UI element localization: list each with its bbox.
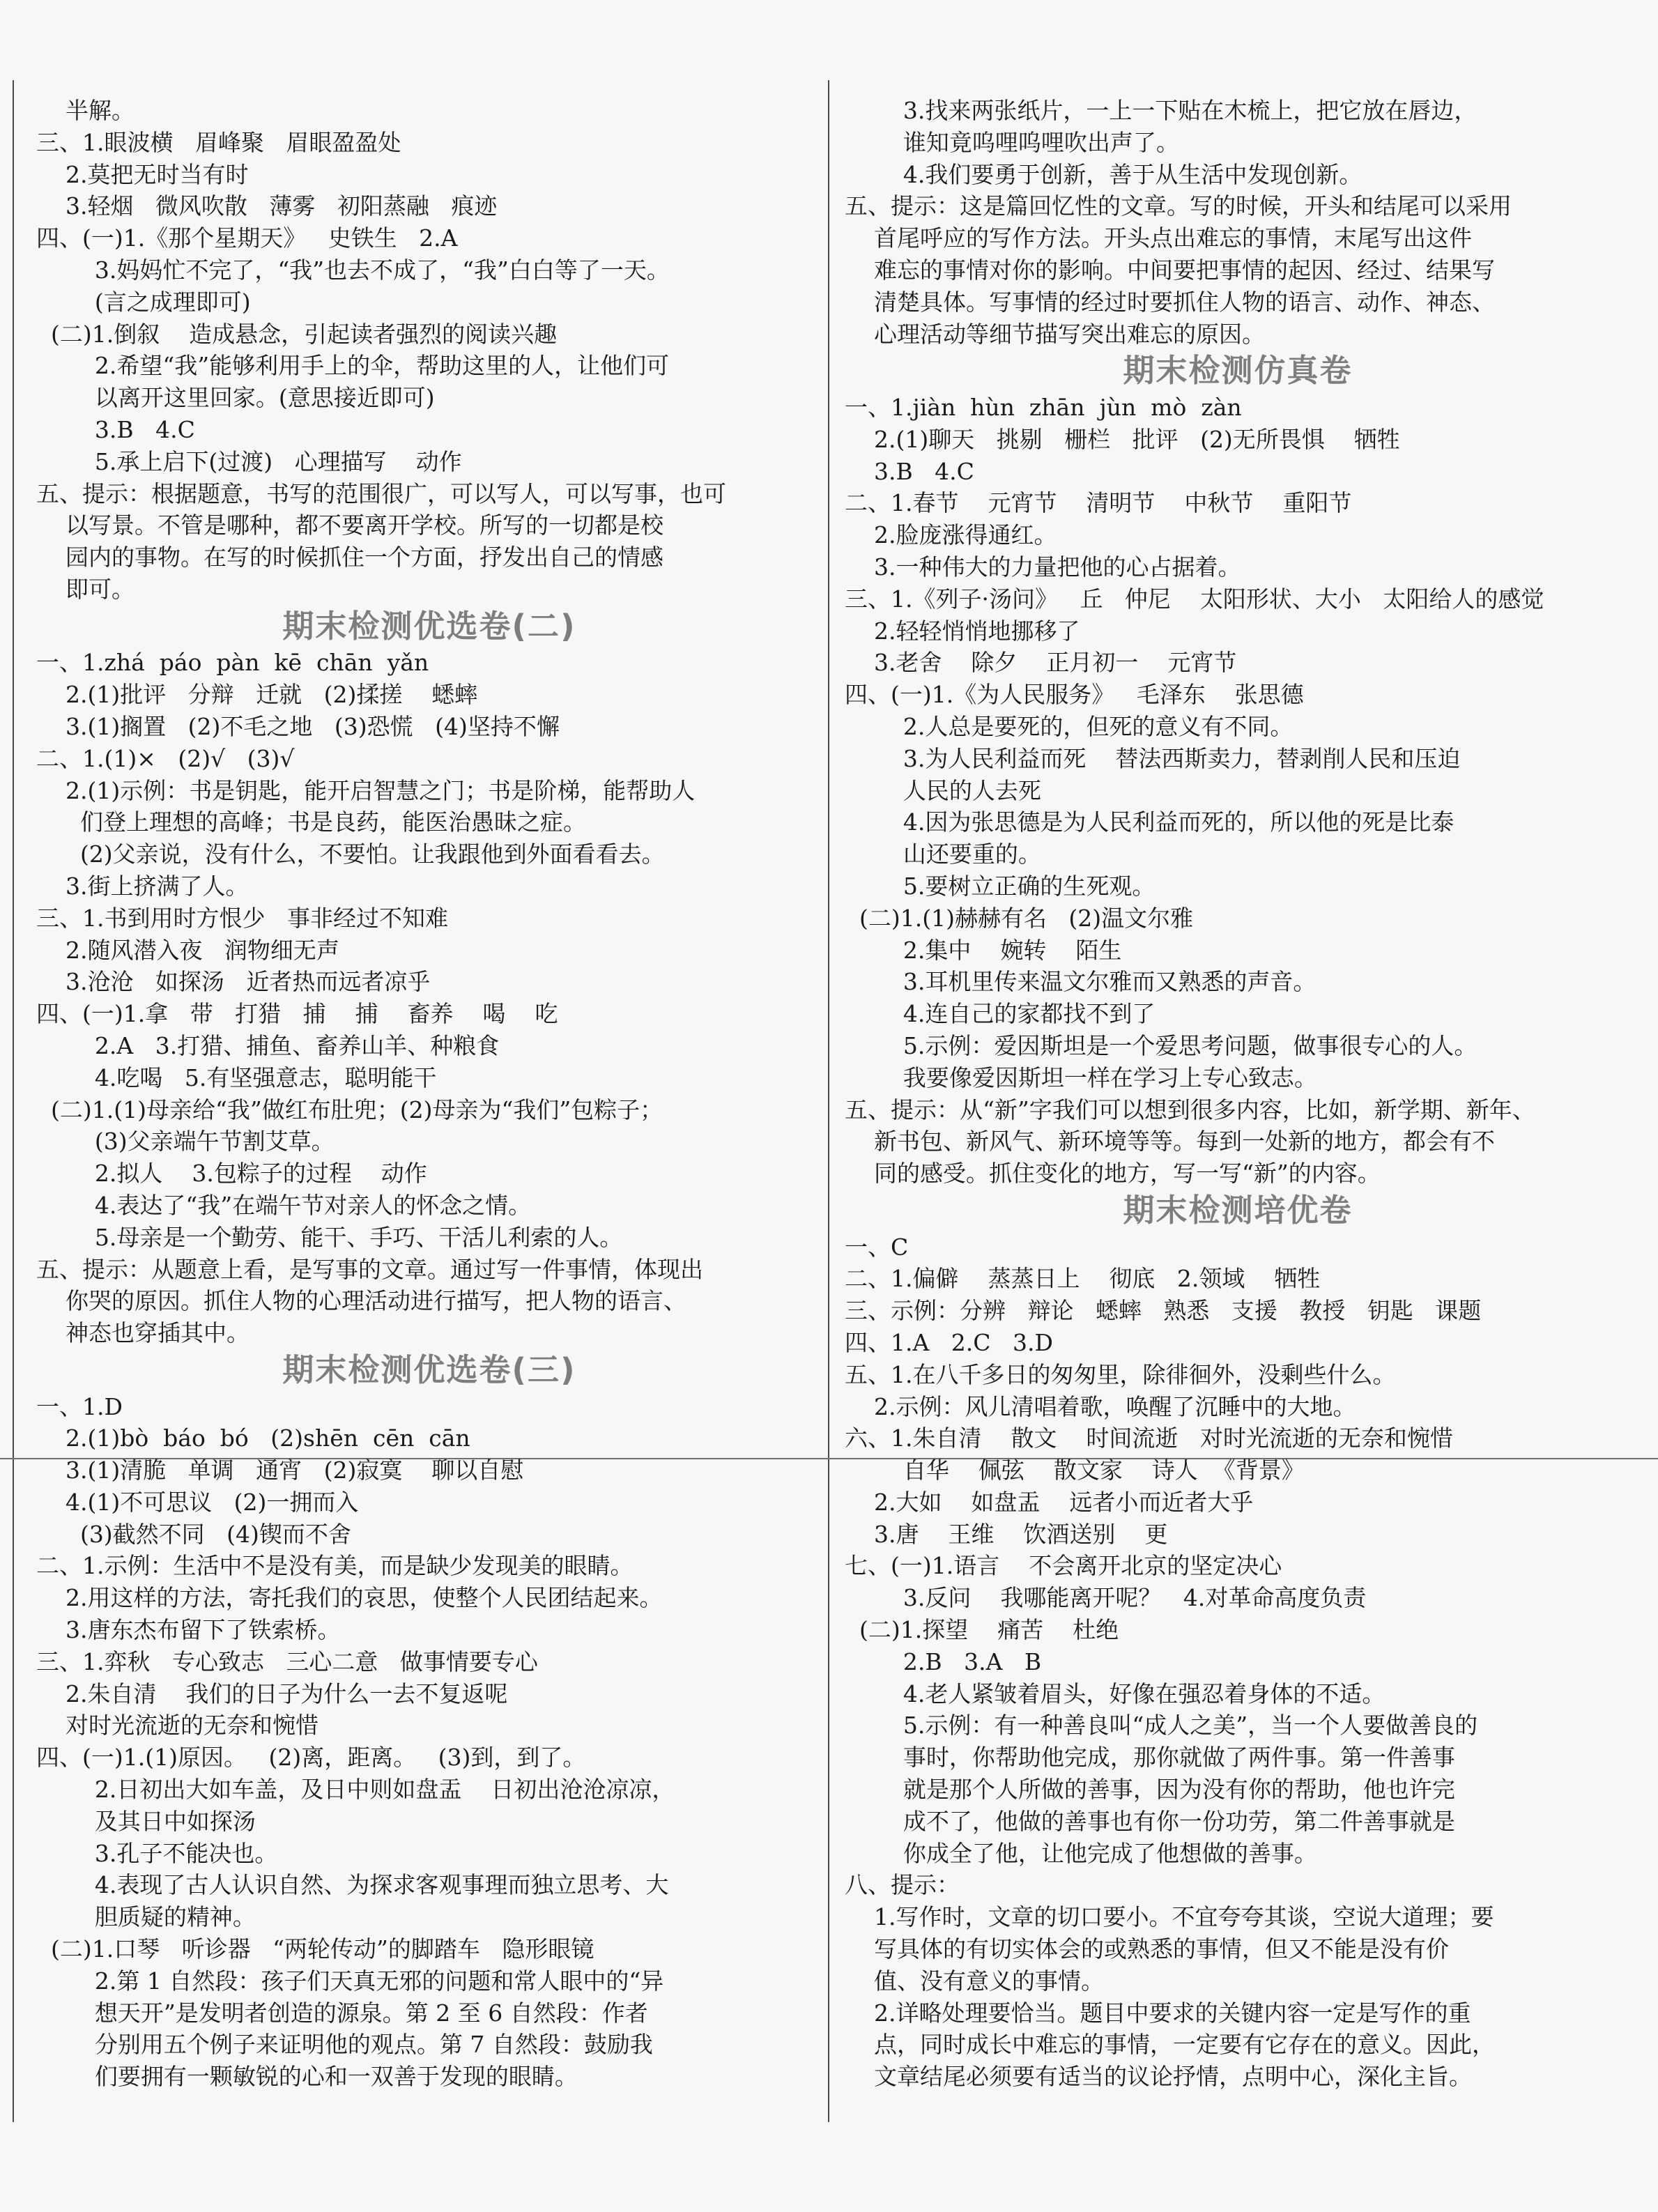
answer-line: 我要像爱因斯坦一样在学习上专心致志。 bbox=[845, 1063, 1317, 1091]
answer-line: 成不了，他做的善事也有你一份功劳，第二件善事就是 bbox=[845, 1807, 1455, 1835]
answer-line: 3.B 4.C bbox=[36, 415, 195, 443]
answer-line: 清楚具体。写事情的经过时要抓住人物的语言、动作、神态、 bbox=[845, 288, 1495, 316]
answer-line: 园内的事物。在写的时候抓住一个方面，抒发出自己的情感 bbox=[36, 544, 663, 571]
answer-line: 文章结尾必须要有适当的议论抒情，点明中心，深化主旨。 bbox=[845, 2063, 1472, 2091]
answer-line: 2.B 3.A B bbox=[845, 1648, 1042, 1675]
answer-line: 4.我们要勇于创新，善于从生活中发现创新。 bbox=[845, 160, 1363, 188]
answer-line: 5.要树立正确的生死观。 bbox=[845, 872, 1156, 900]
answer-line: (二)1.倒叙 造成悬念，引起读者强烈的阅读兴趣 bbox=[36, 320, 558, 348]
answer-line: 2.朱自清 我们的日子为什么一去不复返呢 bbox=[36, 1680, 508, 1707]
left-margin-rule bbox=[13, 80, 14, 2122]
answer-line: 们要拥有一颗敏锐的心和一双善于发现的眼睛。 bbox=[36, 2063, 578, 2091]
answer-line: 2.拟人 3.包粽子的过程 动作 bbox=[36, 1160, 427, 1188]
answer-line: 3.老舍 除夕 正月初一 元宵节 bbox=[845, 649, 1237, 677]
answer-line: 山还要重的。 bbox=[845, 840, 1041, 868]
answer-line: 以离开这里回家。(意思接近即可) bbox=[36, 384, 435, 412]
answer-line: 神态也穿插其中。 bbox=[36, 1319, 250, 1347]
answer-line: 3.(1)搁置 (2)不毛之地 (3)恐慌 (4)坚持不懈 bbox=[36, 712, 560, 740]
answer-line: 2.A 3.打猎、捕鱼、畜养山羊、种粮食 bbox=[36, 1031, 500, 1059]
answer-line: 2.脸庞涨得通红。 bbox=[845, 521, 1057, 549]
answer-line: 4.表现了古人认识自然、为探求客观事理而独立思考、大 bbox=[36, 1871, 669, 1899]
answer-line: 4.因为张思德是为人民利益而死的，所以他的死是比泰 bbox=[845, 808, 1454, 836]
answer-line: 三、1.弈秋 专心致志 三心二意 做事情要专心 bbox=[36, 1648, 538, 1675]
answer-line: 2.(1)聊天 挑剔 栅栏 批评 (2)无所畏惧 牺牲 bbox=[845, 425, 1400, 453]
answer-line: (二)1.(1)赫赫有名 (2)温文尔雅 bbox=[845, 904, 1194, 932]
answer-line: 3.街上挤满了人。 bbox=[36, 872, 249, 900]
answer-line: 4.吃喝 5.有坚强意志，聪明能干 bbox=[36, 1063, 437, 1091]
answer-line: 5.承上启下(过渡) 心理描写 动作 bbox=[36, 447, 462, 475]
answer-line: 3.轻烟 微风吹散 薄雾 初阳蒸融 痕迹 bbox=[36, 192, 498, 220]
answer-line: 五、提示：从“新”字我们可以想到很多内容，比如，新学期、新年、 bbox=[845, 1096, 1535, 1123]
answer-line: 谁知竟呜哩呜哩吹出声了。 bbox=[845, 128, 1179, 156]
answer-line: 你哭的原因。抓住人物的心理活动进行描写，把人物的语言、 bbox=[36, 1287, 686, 1315]
answer-line: 即可。 bbox=[36, 575, 135, 603]
answer-line: 5.母亲是一个勤劳、能干、手巧、干活儿利索的人。 bbox=[36, 1223, 623, 1251]
answer-line: 分别用五个例子来证明他的观点。第 7 自然段：鼓励我 bbox=[36, 2031, 653, 2059]
answer-line: 三、1.眼波横 眉峰聚 眉眼盈盈处 bbox=[36, 128, 401, 156]
answer-line: 2.(1)示例：书是钥匙，能开启智慧之门；书是阶梯，能帮助人 bbox=[36, 776, 696, 804]
answer-line: 一、1.D bbox=[36, 1392, 123, 1420]
answer-line: 2.莫把无时当有时 bbox=[36, 160, 249, 188]
answer-line: 3.B 4.C bbox=[845, 457, 974, 485]
section-heading: 期末检测优选卷(二) bbox=[282, 607, 576, 645]
answer-line: 五、提示：这是篇回忆性的文章。写的时候，开头和结尾可以采用 bbox=[845, 192, 1512, 220]
answer-line: 事时，你帮助他完成，那你就做了两件事。第一件善事 bbox=[845, 1744, 1455, 1772]
answer-line: 以写景。不管是哪种，都不要离开学校。所写的一切都是校 bbox=[36, 512, 663, 539]
answer-line: 2.示例：风儿清唱着歌，唤醒了沉睡中的大地。 bbox=[845, 1392, 1356, 1420]
answer-line: 2.用这样的方法，寄托我们的哀思，使整个人民团结起来。 bbox=[36, 1584, 663, 1612]
answer-line: (言之成理即可) bbox=[36, 288, 251, 316]
left-column bbox=[36, 98, 822, 2091]
answer-line: 2.集中 婉转 陌生 bbox=[845, 936, 1122, 964]
answer-line: 3.孔子不能决也。 bbox=[36, 1839, 278, 1867]
answer-line: 新书包、新风气、新环境等等。每到一处新的地方，都会有不 bbox=[845, 1128, 1495, 1155]
answer-line: 二、1.春节 元宵节 清明节 中秋节 重阳节 bbox=[845, 489, 1352, 517]
answer-line: 2.详略处理要恰当。题目中要求的关键内容一定是写作的重 bbox=[845, 1999, 1471, 2027]
answer-line: 写具体的有切实体会的或熟悉的事情，但又不能是没有价 bbox=[845, 1935, 1449, 1963]
answer-line: 3.唐 王维 饮酒送别 更 bbox=[845, 1520, 1168, 1548]
answer-line: 3.沧沧 如探汤 近者热而远者凉乎 bbox=[36, 968, 431, 996]
answer-line: 4.表达了“我”在端午节对亲人的怀念之情。 bbox=[36, 1191, 532, 1219]
answer-line: 3.找来两张纸片，一上一下贴在木梳上，把它放在唇边， bbox=[845, 97, 1477, 124]
answer-line: 3.耳机里传来温文尔雅而又熟悉的声音。 bbox=[845, 968, 1317, 996]
answer-line: 一、1.jiàn hùn zhān jùn mò zàn bbox=[845, 393, 1242, 421]
answer-line: 四、(一)1.《为人民服务》 毛泽东 张思德 bbox=[845, 681, 1304, 709]
column-divider bbox=[828, 80, 829, 2122]
answer-line: (3)截然不同 (4)锲而不舍 bbox=[36, 1520, 351, 1548]
answer-line: 三、示例：分辨 辩论 蟋蟀 熟悉 支援 教授 钥匙 课题 bbox=[845, 1297, 1482, 1325]
answer-line: 二、1.偏僻 蒸蒸日上 彻底 2.领域 牺牲 bbox=[845, 1265, 1321, 1293]
answer-line: 人民的人去死 bbox=[845, 776, 1041, 804]
answer-line: 难忘的事情对你的影响。中间要把事情的起因、经过、结果写 bbox=[845, 256, 1495, 284]
answer-line: 4.连自己的家都找不到了 bbox=[845, 1000, 1156, 1028]
answer-line: 五、1.在八千多日的匆匆里，除徘徊外，没剩些什么。 bbox=[845, 1360, 1396, 1388]
answer-line: 2.人总是要死的，但死的意义有不同。 bbox=[845, 712, 1294, 740]
answer-line: 对时光流逝的无奈和惋惜 bbox=[36, 1712, 318, 1739]
answer-line: 首尾呼应的写作方法。开头点出难忘的事情，末尾写出这件 bbox=[845, 224, 1472, 252]
answer-line: (二)1.口琴 听诊器 “两轮传动”的脚踏车 隐形眼镜 bbox=[36, 1935, 594, 1963]
section-heading: 期末检测优选卷(三) bbox=[282, 1351, 576, 1388]
answer-line: 及其日中如探汤 bbox=[36, 1807, 256, 1835]
answer-line: 自华 佩弦 散文家 诗人 《背景》 bbox=[845, 1457, 1305, 1484]
answer-line: 四、1.A 2.C 3.D bbox=[845, 1328, 1053, 1356]
answer-line: 3.为人民利益而死 替法西斯卖力，替剥削人民和压迫 bbox=[845, 744, 1461, 772]
right-column bbox=[845, 98, 1631, 2091]
answer-line: 四、(一)1.拿 带 打猎 捕 捕 畜养 喝 吃 bbox=[36, 1000, 558, 1028]
answer-line: 5.示例：有一种善良叫“成人之美”，当一个人要做善良的 bbox=[845, 1712, 1478, 1739]
answer-line: 五、提示：从题意上看，是写事的文章。通过写一件事情，体现出 bbox=[36, 1255, 703, 1283]
answer-line: 五、提示：根据题意，书写的范围很广，可以写人，可以写事，也可 bbox=[36, 479, 726, 507]
answer-line: 5.示例：爱因斯坦是一个爱思考问题，做事很专心的人。 bbox=[845, 1031, 1477, 1059]
answer-line: (2)父亲说，没有什么，不要怕。让我跟他到外面看看去。 bbox=[36, 840, 665, 868]
answer-line: 3.一种伟大的力量把他的心占据着。 bbox=[845, 553, 1241, 581]
answer-line: 一、C bbox=[845, 1233, 909, 1261]
answer-line: 点，同时成长中难忘的事情，一定要有它存在的意义。因此， bbox=[845, 2031, 1495, 2059]
answer-line: 4.老人紧皱着眉头，好像在强忍着身体的不适。 bbox=[845, 1680, 1385, 1707]
section-heading: 期末检测培优卷 bbox=[1123, 1191, 1353, 1229]
answer-line: 七、(一)1.语言 不会离开北京的坚定决心 bbox=[845, 1552, 1282, 1580]
answer-line: 就是那个人所做的善事，因为没有你的帮助，他也许完 bbox=[845, 1776, 1455, 1804]
answer-line: 3.(1)清脆 单调 通宵 (2)寂寞 聊以自慰 bbox=[36, 1457, 524, 1484]
answer-line: 值、没有意义的事情。 bbox=[845, 1967, 1104, 1995]
answer-line: 半解。 bbox=[36, 97, 135, 124]
answer-line: (3)父亲端午节割艾草。 bbox=[36, 1128, 335, 1155]
answer-line: 二、1.(1)× (2)√ (3)√ bbox=[36, 744, 295, 772]
answer-line: 二、1.示例：生活中不是没有美，而是缺少发现美的眼睛。 bbox=[36, 1552, 634, 1580]
answer-line: 2.(1)批评 分辩 迁就 (2)揉搓 蟋蟀 bbox=[36, 681, 478, 709]
answer-line: 四、(一)1.(1)原因。 (2)离，距离。 (3)到，到了。 bbox=[36, 1744, 586, 1772]
answer-line: 2.随风潜入夜 润物细无声 bbox=[36, 936, 339, 964]
answer-line: 2.大如 如盘盂 远者小而近者大乎 bbox=[845, 1488, 1254, 1516]
answer-line: (二)1.探望 痛苦 杜绝 bbox=[845, 1616, 1119, 1644]
answer-line: 们登上理想的高峰；书是良药，能医治愚昧之症。 bbox=[36, 808, 586, 836]
answer-line: 三、1.书到用时方恨少 事非经过不知难 bbox=[36, 904, 448, 932]
answer-line: 2.希望“我”能够利用手上的伞，帮助这里的人，让他们可 bbox=[36, 352, 670, 380]
answer-line: 六、1.朱自清 散文 时间流逝 对时光流逝的无奈和惋惜 bbox=[845, 1424, 1453, 1452]
section-heading: 期末检测仿真卷 bbox=[1123, 352, 1353, 390]
answer-line: 2.轻轻悄悄地挪移了 bbox=[845, 617, 1080, 645]
answer-line: 你成全了他，让他完成了他想做的善事。 bbox=[845, 1839, 1317, 1867]
answer-line: 三、1.《列子·汤问》 丘 仲尼 太阳形状、大小 太阳给人的感觉 bbox=[845, 585, 1544, 613]
answer-line: 4.(1)不可思议 (2)一拥而入 bbox=[36, 1488, 359, 1516]
answer-line: 2.第 1 自然段：孩子们天真无邪的问题和常人眼中的“异 bbox=[36, 1967, 664, 1995]
answer-line: 八、提示： bbox=[845, 1871, 960, 1899]
answer-line: 2.(1)bò báo bó (2)shēn cēn cān bbox=[36, 1424, 470, 1452]
answer-line: 心理活动等细节描写突出难忘的原因。 bbox=[845, 320, 1265, 348]
answer-line: 1.写作时，文章的切口要小。不宜夸夸其谈，空说大道理；要 bbox=[845, 1903, 1494, 1931]
answer-line: 胆质疑的精神。 bbox=[36, 1903, 256, 1931]
answer-line: 四、(一)1.《那个星期天》 史铁生 2.A bbox=[36, 224, 458, 252]
answer-line: 3.唐东杰布留下了铁索桥。 bbox=[36, 1616, 341, 1644]
answer-line: 2.日初出大如车盖，及日中则如盘盂 日初出沧沧凉凉， bbox=[36, 1776, 675, 1804]
answer-line: 3.妈妈忙不完了，“我”也去不成了，“我”白白等了一天。 bbox=[36, 256, 670, 284]
answer-line: 3.反问 我哪能离开呢？ 4.对革命高度负责 bbox=[845, 1584, 1367, 1612]
answer-line: 想天开”是发明者创造的源泉。第 2 至 6 自然段：作者 bbox=[36, 1999, 648, 2027]
answer-line: 同的感受。抓住变化的地方，写一写“新”的内容。 bbox=[845, 1160, 1381, 1188]
answer-line: (二)1.(1)母亲给“我”做红布肚兜；(2)母亲为“我们”包粽子； bbox=[36, 1096, 663, 1123]
answer-line: 一、1.zhá páo pàn kē chān yǎn bbox=[36, 649, 429, 677]
